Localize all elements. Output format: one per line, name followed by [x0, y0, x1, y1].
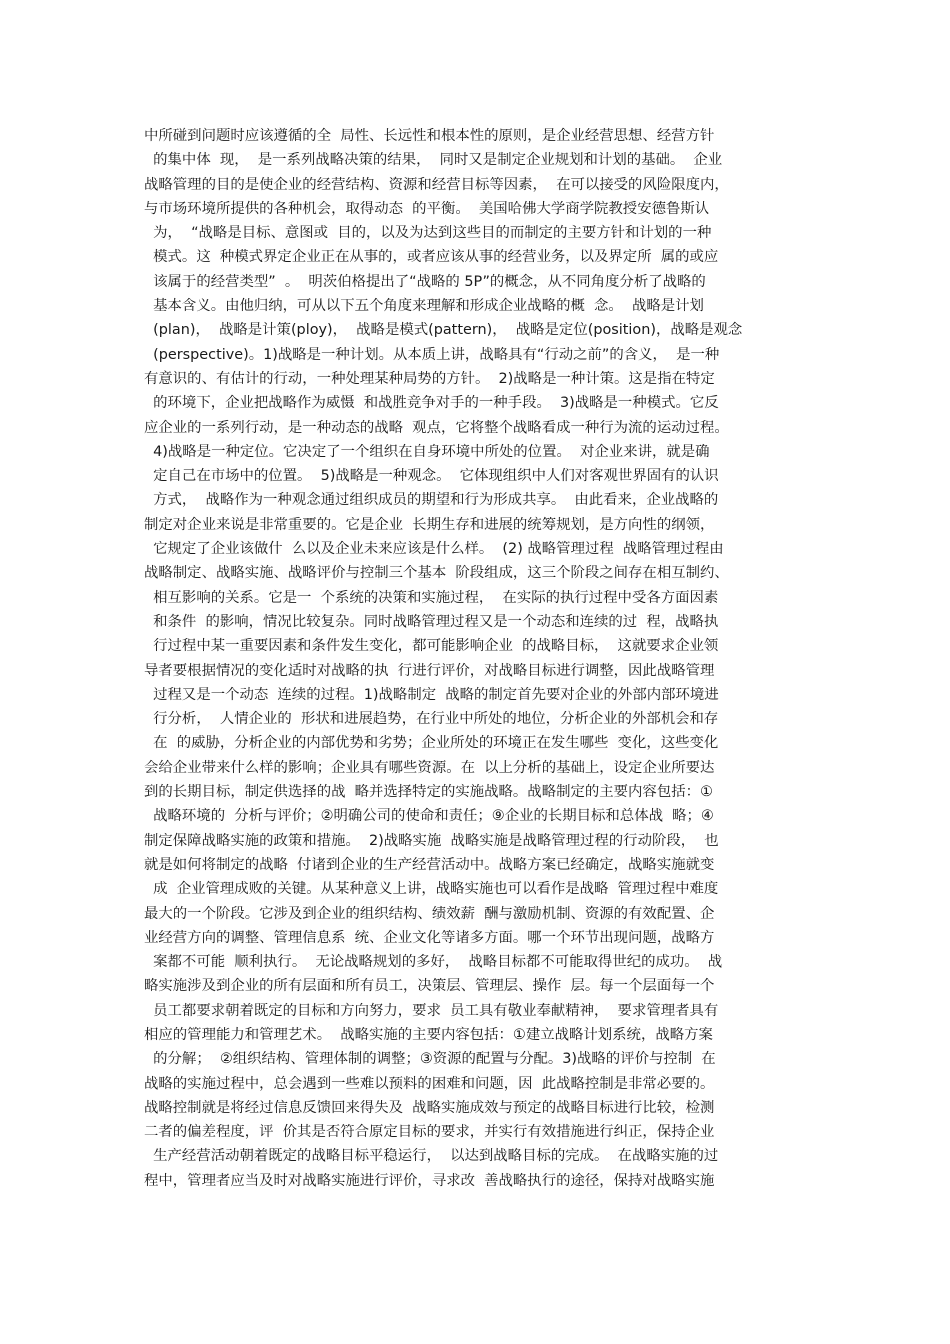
- text-line: 的集中体 现， 是一系列战略决策的结果， 同时又是制定企业规划和计划的基础。 企业: [144, 152, 723, 169]
- text-line: 的环境下，企业把战略作为威慑 和战胜竞争对手的一种手段。 3)战略是一种模式。它反: [144, 395, 719, 412]
- text-line: 过程又是一个动态 连续的过程。1)战略制定 战略的制定首先要对企业的外部内部环境进: [144, 686, 719, 703]
- text-line: 与市场环境所提供的各种机会，取得动态 的平衡。 美国哈佛大学商学院教授安德鲁斯认: [144, 200, 710, 217]
- text-line: 导者要根据情况的变化适时对战略的执 行进行评价，对战略目标进行调整，因此战略管理: [144, 662, 715, 679]
- text-line: 定自己在市场中的位置。 5)战略是一种观念。 它体现组织中人们对客观世界固有的认识: [144, 468, 719, 485]
- text-line: 中所碰到问题时应该遵循的全 局性、长远性和根本性的原则，是企业经营思想、经营方针: [144, 128, 715, 144]
- text-line: 战略制定、战略实施、战略评价与控制三个基本 阶段组成，这三个阶段之间存在相互制约、: [144, 565, 729, 582]
- text-line: 为， “战略是目标、意图或 目的，以及为达到这些目的而制定的主要方针和计划的一种: [144, 225, 712, 242]
- text-line: 就是如何将制定的战略 付诸到企业的生产经营活动中。战略方案已经确定，战略实施就变: [144, 856, 715, 873]
- text-line: 和条件 的影响，情况比较复杂。同时战略管理过程又是一个动态和连续的过 程，战略执: [144, 613, 719, 630]
- text-line: 基本含义。由他归纳，可从以下五个角度来理解和形成企业战略的概 念。 战略是计划: [144, 298, 704, 315]
- text-line: 到的长期目标，制定供选择的战 略并选择特定的实施战略。战略制定的主要内容包括：①: [144, 784, 713, 801]
- text-line: 战略控制就是将经过信息反馈回来得失及 战略实施成效与预定的战略目标进行比较，检测: [144, 1099, 715, 1116]
- text-line: 成 企业管理成败的关键。从某种意义上讲，战略实施也可以看作是战略 管理过程中难度: [144, 881, 719, 898]
- text-line: 二者的偏差程度，评 价其是否符合原定目标的要求，并实行有效措施进行纠正，保持企业: [144, 1124, 715, 1141]
- text-line: 战略的实施过程中，总会遇到一些难以预料的困难和问题，因 此战略控制是非常必要的。: [144, 1075, 715, 1092]
- text-line: 员工都要求朝着既定的目标和方向努力，要求 员工具有敬业奉献精神， 要求管理者具有: [144, 1002, 719, 1019]
- text-line: 会给企业带来什么样的影响；企业具有哪些资源。在 以上分析的基础上，设定企业所要达: [144, 759, 715, 776]
- text-line: 略实施涉及到企业的所有层面和所有员工，决策层、管理层、操作 层。每一个层面每一个: [144, 978, 715, 995]
- text-line: 相互影响的关系。它是一 个系统的决策和实施过程， 在实际的执行过程中受各方面因素: [144, 589, 719, 606]
- text-line: (perspective)。1)战略是一种计划。从本质上讲，战略具有“行动之前”的含义， 是一种: [144, 346, 720, 363]
- body-text: [144, 124, 812, 1193]
- text-line: 方式， 战略作为一种观念通过组织成员的期望和行为形成共享。 由此看来，企业战略的: [144, 492, 719, 509]
- text-line: 行过程中某一重要因素和条件发生变化，都可能影响企业 的战略目标， 这就要求企业领: [144, 638, 719, 655]
- text-line: 4)战略是一种定位。它决定了一个组织在自身环境中所处的位置。 对企业来讲，就是确: [144, 443, 710, 460]
- text-line: 案都不可能 顺利执行。 无论战略规划的多好， 战略目标都不可能取得世纪的成功。 战: [144, 954, 723, 971]
- text-line: 战略管理的目的是使企业的经营结构、资源和经营目标等因素， 在可以接受的风险限度内，: [144, 176, 729, 193]
- text-line: 该属于的经营类型” 。 明茨伯格提出了“战略的 5P”的概念，从不同角度分析了战略的: [144, 273, 706, 290]
- text-line: 战略环境的 分析与评价；②明确公司的使命和责任；⑨企业的长期目标和总体战 略；④: [144, 808, 714, 825]
- text-line: 生产经营活动朝着既定的战略目标平稳运行， 以达到战略目标的完成。 在战略实施的过: [144, 1148, 719, 1165]
- text-line: 制定保障战略实施的政策和措施。 2)战略实施 战略实施是战略管理过程的行动阶段， 也: [144, 832, 719, 849]
- text-line: 模式。这 种模式界定企业正在从事的，或者应该从事的经营业务，以及界定所 属的或应: [144, 249, 719, 266]
- text-line: 相应的管理能力和管理艺术。 战略实施的主要内容包括：①建立战略计划系统，战略方案: [144, 1026, 713, 1043]
- text-line: 它规定了企业该做什 么以及企业未来应该是什么样。 (2) 战略管理过程 战略管理过程由: [144, 541, 724, 558]
- text-line: 在 的威胁，分析企业的内部优势和劣势；企业所处的环境正在发生哪些 变化，这些变化: [144, 735, 719, 752]
- text-line: 程中，管理者应当及时对战略实施进行评价，寻求改 善战略执行的途径，保持对战略实施: [144, 1172, 715, 1189]
- text-line: 行分析， 人情企业的 形状和进展趋势，在行业中所处的地位，分析企业的外部机会和存: [144, 711, 719, 728]
- text-line: 有意识的、有估计的行动，一种处理某种局势的方针。 2)战略是一种计策。这是指在特定: [144, 370, 715, 387]
- text-line: 业经营方向的调整、管理信息系 统、企业文化等诸多方面。哪一个环节出现问题，战略方: [144, 929, 715, 946]
- text-line: 制定对企业来说是非常重要的。它是企业 长期生存和进展的统筹规划，是方向性的纲领，: [144, 516, 715, 533]
- text-line: 的分解； ②组织结构、管理体制的调整；③资源的配置与分配。3)战略的评价与控制 在: [144, 1051, 716, 1068]
- text-line: 应企业的一系列行动，是一种动态的战略 观点，它将整个战略看成一种行为流的运动过程。: [144, 419, 729, 436]
- text-line: (plan)， 战略是计策(ploy)， 战略是模式(pattern)， 战略是定位(position)，战略是观念: [144, 322, 743, 339]
- text-line: 最大的一个阶段。它涉及到企业的组织结构、绩效薪 酬与激励机制、资源的有效配置、企: [144, 905, 715, 922]
